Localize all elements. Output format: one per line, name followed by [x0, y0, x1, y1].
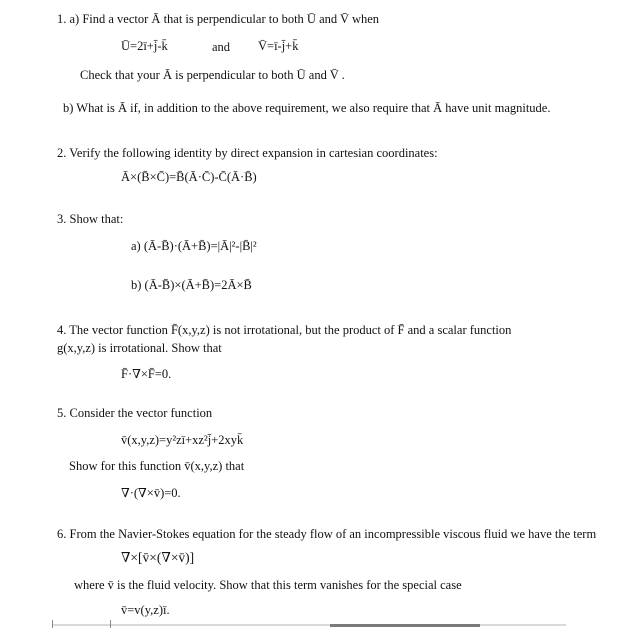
problem-4-line2: g(x,y,z) is irrotational. Show that	[57, 341, 222, 355]
equation-u: Ū=2ī+j̄-k̄	[121, 39, 168, 53]
problem-2-equation: Ā×(B̄×C̄)=B̄(Ā·C̄)-C̄(Ā·B̄)	[121, 170, 257, 184]
problem-5-equation: v̄(x,y,z)=y²zī+xz²j̄+2xyk̄	[121, 433, 244, 447]
problem-6-equation-2: v̄=v(y,z)ī.	[121, 603, 170, 617]
problem-1a-text: 1. a) Find a vector Ā that is perpendicular to both Ū and V̄ when	[57, 12, 380, 26]
page-bottom-scrollbar[interactable]	[330, 624, 480, 627]
problem-6-equation: ∇×[v̄×(∇×v̄)]	[121, 550, 195, 565]
problem-4-line1: 4. The vector function F̄(x,y,z) is not irrotational, but the product of F̄ and a scalar function	[57, 323, 512, 337]
problem-5-show-text: Show for this function v̄(x,y,z) that	[69, 459, 245, 473]
problem-3a-equation: a) (Ā-B̄)·(Ā+B̄)=|Ā|²-|B̄|²	[131, 239, 257, 253]
problem-2-text: 2. Verify the following identity by direct expansion in cartesian coordinates:	[57, 146, 438, 160]
problem-6-where-text: where v̄ is the fluid velocity. Show that this term vanishes for the special case	[74, 578, 462, 592]
problem-5-text: 5. Consider the vector function	[57, 406, 213, 420]
problem-1-check-text: Check that your Ā is perpendicular to both Ū and V̄ .	[80, 68, 345, 82]
page-bottom-rule	[52, 624, 566, 626]
bottom-tick-left	[52, 620, 53, 628]
problem-1b-text: b) What is Ā if, in addition to the above requirement, we also require that Ā have unit magnitude.	[63, 101, 551, 115]
and-word: and	[212, 40, 231, 54]
equation-v: V̄=ī-j̄+k̄	[258, 39, 299, 53]
problem-4-equation: F̄·∇×F̄=0.	[121, 367, 172, 381]
problem-3-text: 3. Show that:	[57, 212, 124, 226]
problem-6-text: 6. From the Navier-Stokes equation for the steady flow of an incompressible viscous fluid we have the term	[57, 527, 597, 541]
problem-3b-equation: b) (Ā-B̄)×(Ā+B̄)=2Ā×B̄	[131, 278, 252, 292]
bottom-tick-mid	[110, 620, 111, 628]
problem-5-equation-2: ∇·(∇×v̄)=0.	[121, 486, 181, 500]
